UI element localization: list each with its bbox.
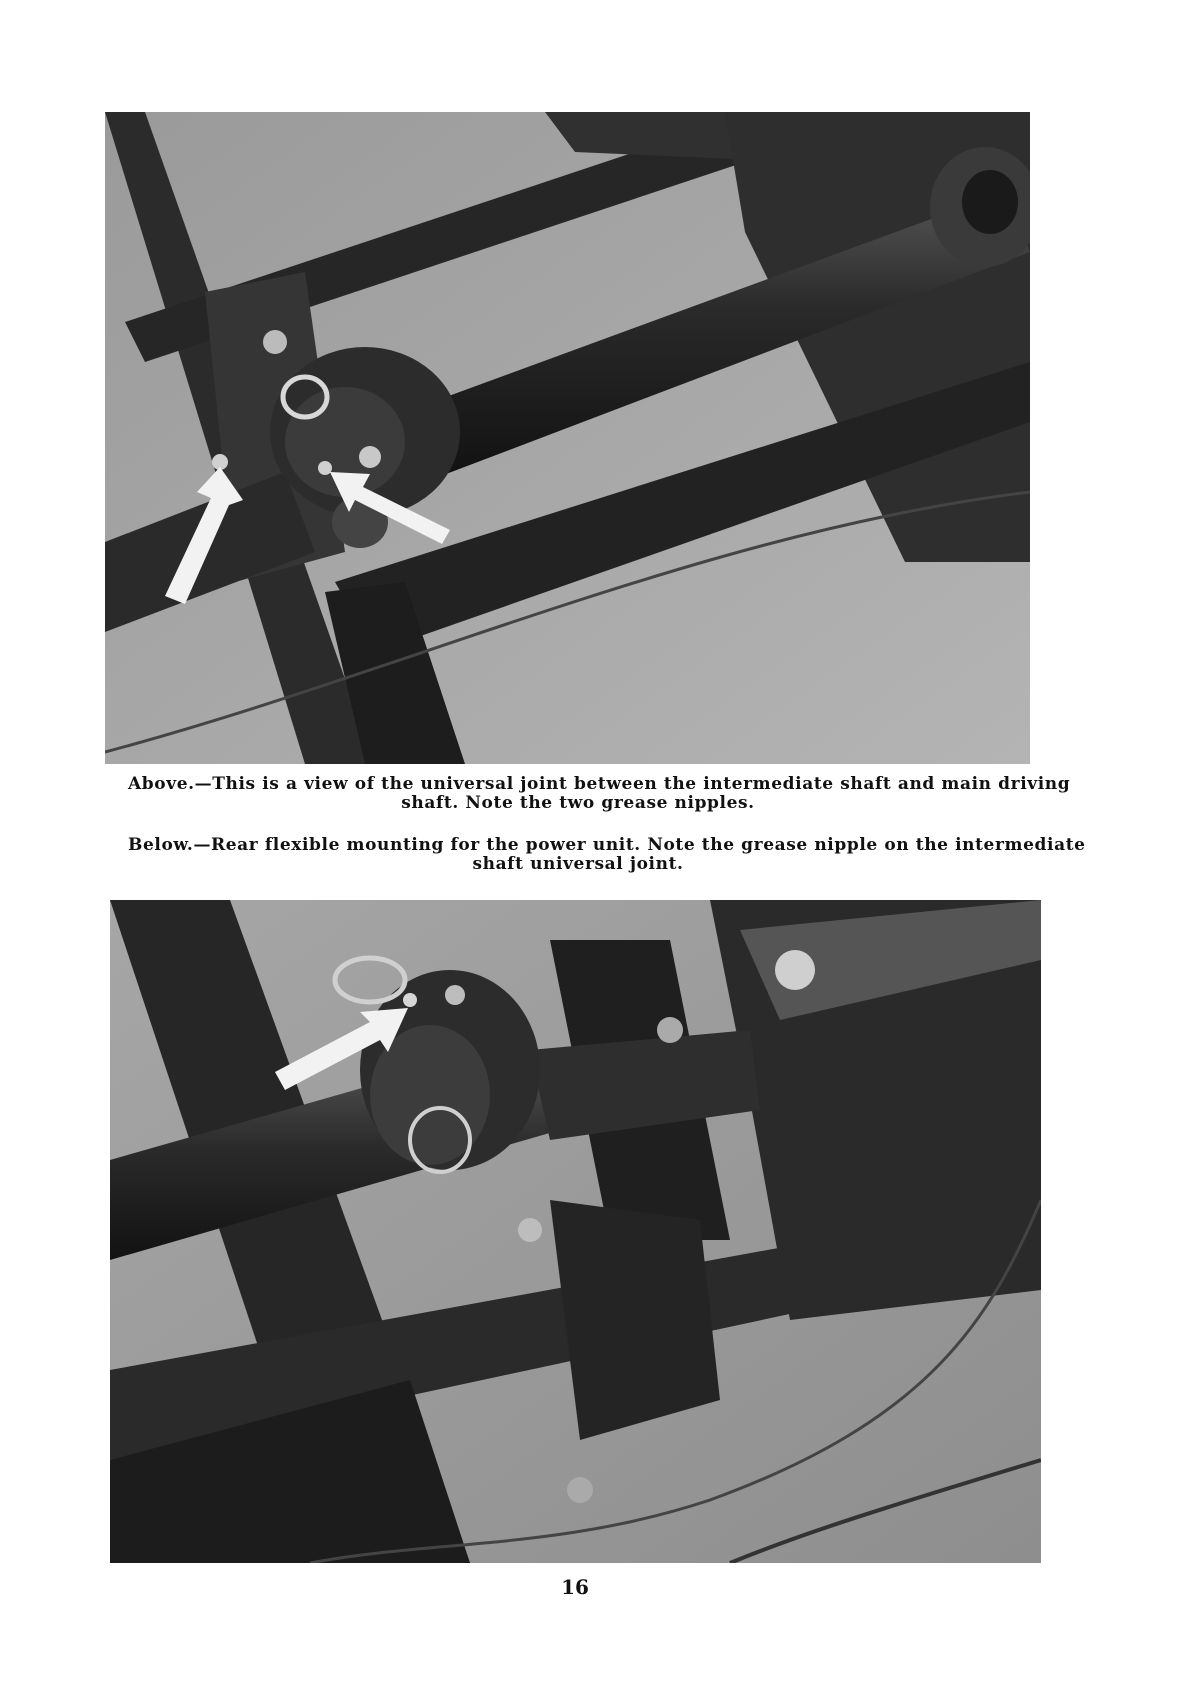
page-number: 16 bbox=[561, 1575, 589, 1599]
rubber-mounting bbox=[550, 1200, 720, 1440]
grease-nipple-right bbox=[318, 461, 332, 475]
nut bbox=[518, 1218, 542, 1242]
caption-bottom-line1 bbox=[128, 835, 1086, 855]
top-photograph bbox=[105, 112, 1030, 764]
caption-text: —Rear flexible mounting for the power unit. Note the grease nipple on the intermediate bbox=[193, 835, 1086, 855]
nut bbox=[359, 446, 381, 468]
caption-bottom bbox=[128, 835, 1086, 874]
caption-top-line1 bbox=[128, 774, 1071, 794]
caption-top bbox=[128, 774, 1071, 813]
caption-text: —This is a view of the universal joint between the intermediate shaft and main driving bbox=[194, 774, 1071, 794]
bolt-head bbox=[775, 950, 815, 990]
caption-label: Above. bbox=[128, 774, 195, 794]
caption-top-line2: shaft. Note the two grease nipples. bbox=[401, 793, 755, 813]
caption-bottom-line2: shaft universal joint. bbox=[472, 854, 684, 874]
nut bbox=[445, 985, 465, 1005]
caption-label: Below. bbox=[128, 835, 194, 855]
top-photo-illustration bbox=[105, 112, 1030, 764]
nut bbox=[657, 1017, 683, 1043]
nut bbox=[567, 1477, 593, 1503]
nut bbox=[263, 330, 287, 354]
bottom-photo-illustration bbox=[110, 900, 1041, 1563]
bottom-photograph bbox=[110, 900, 1041, 1563]
grease-nipple bbox=[403, 993, 417, 1007]
